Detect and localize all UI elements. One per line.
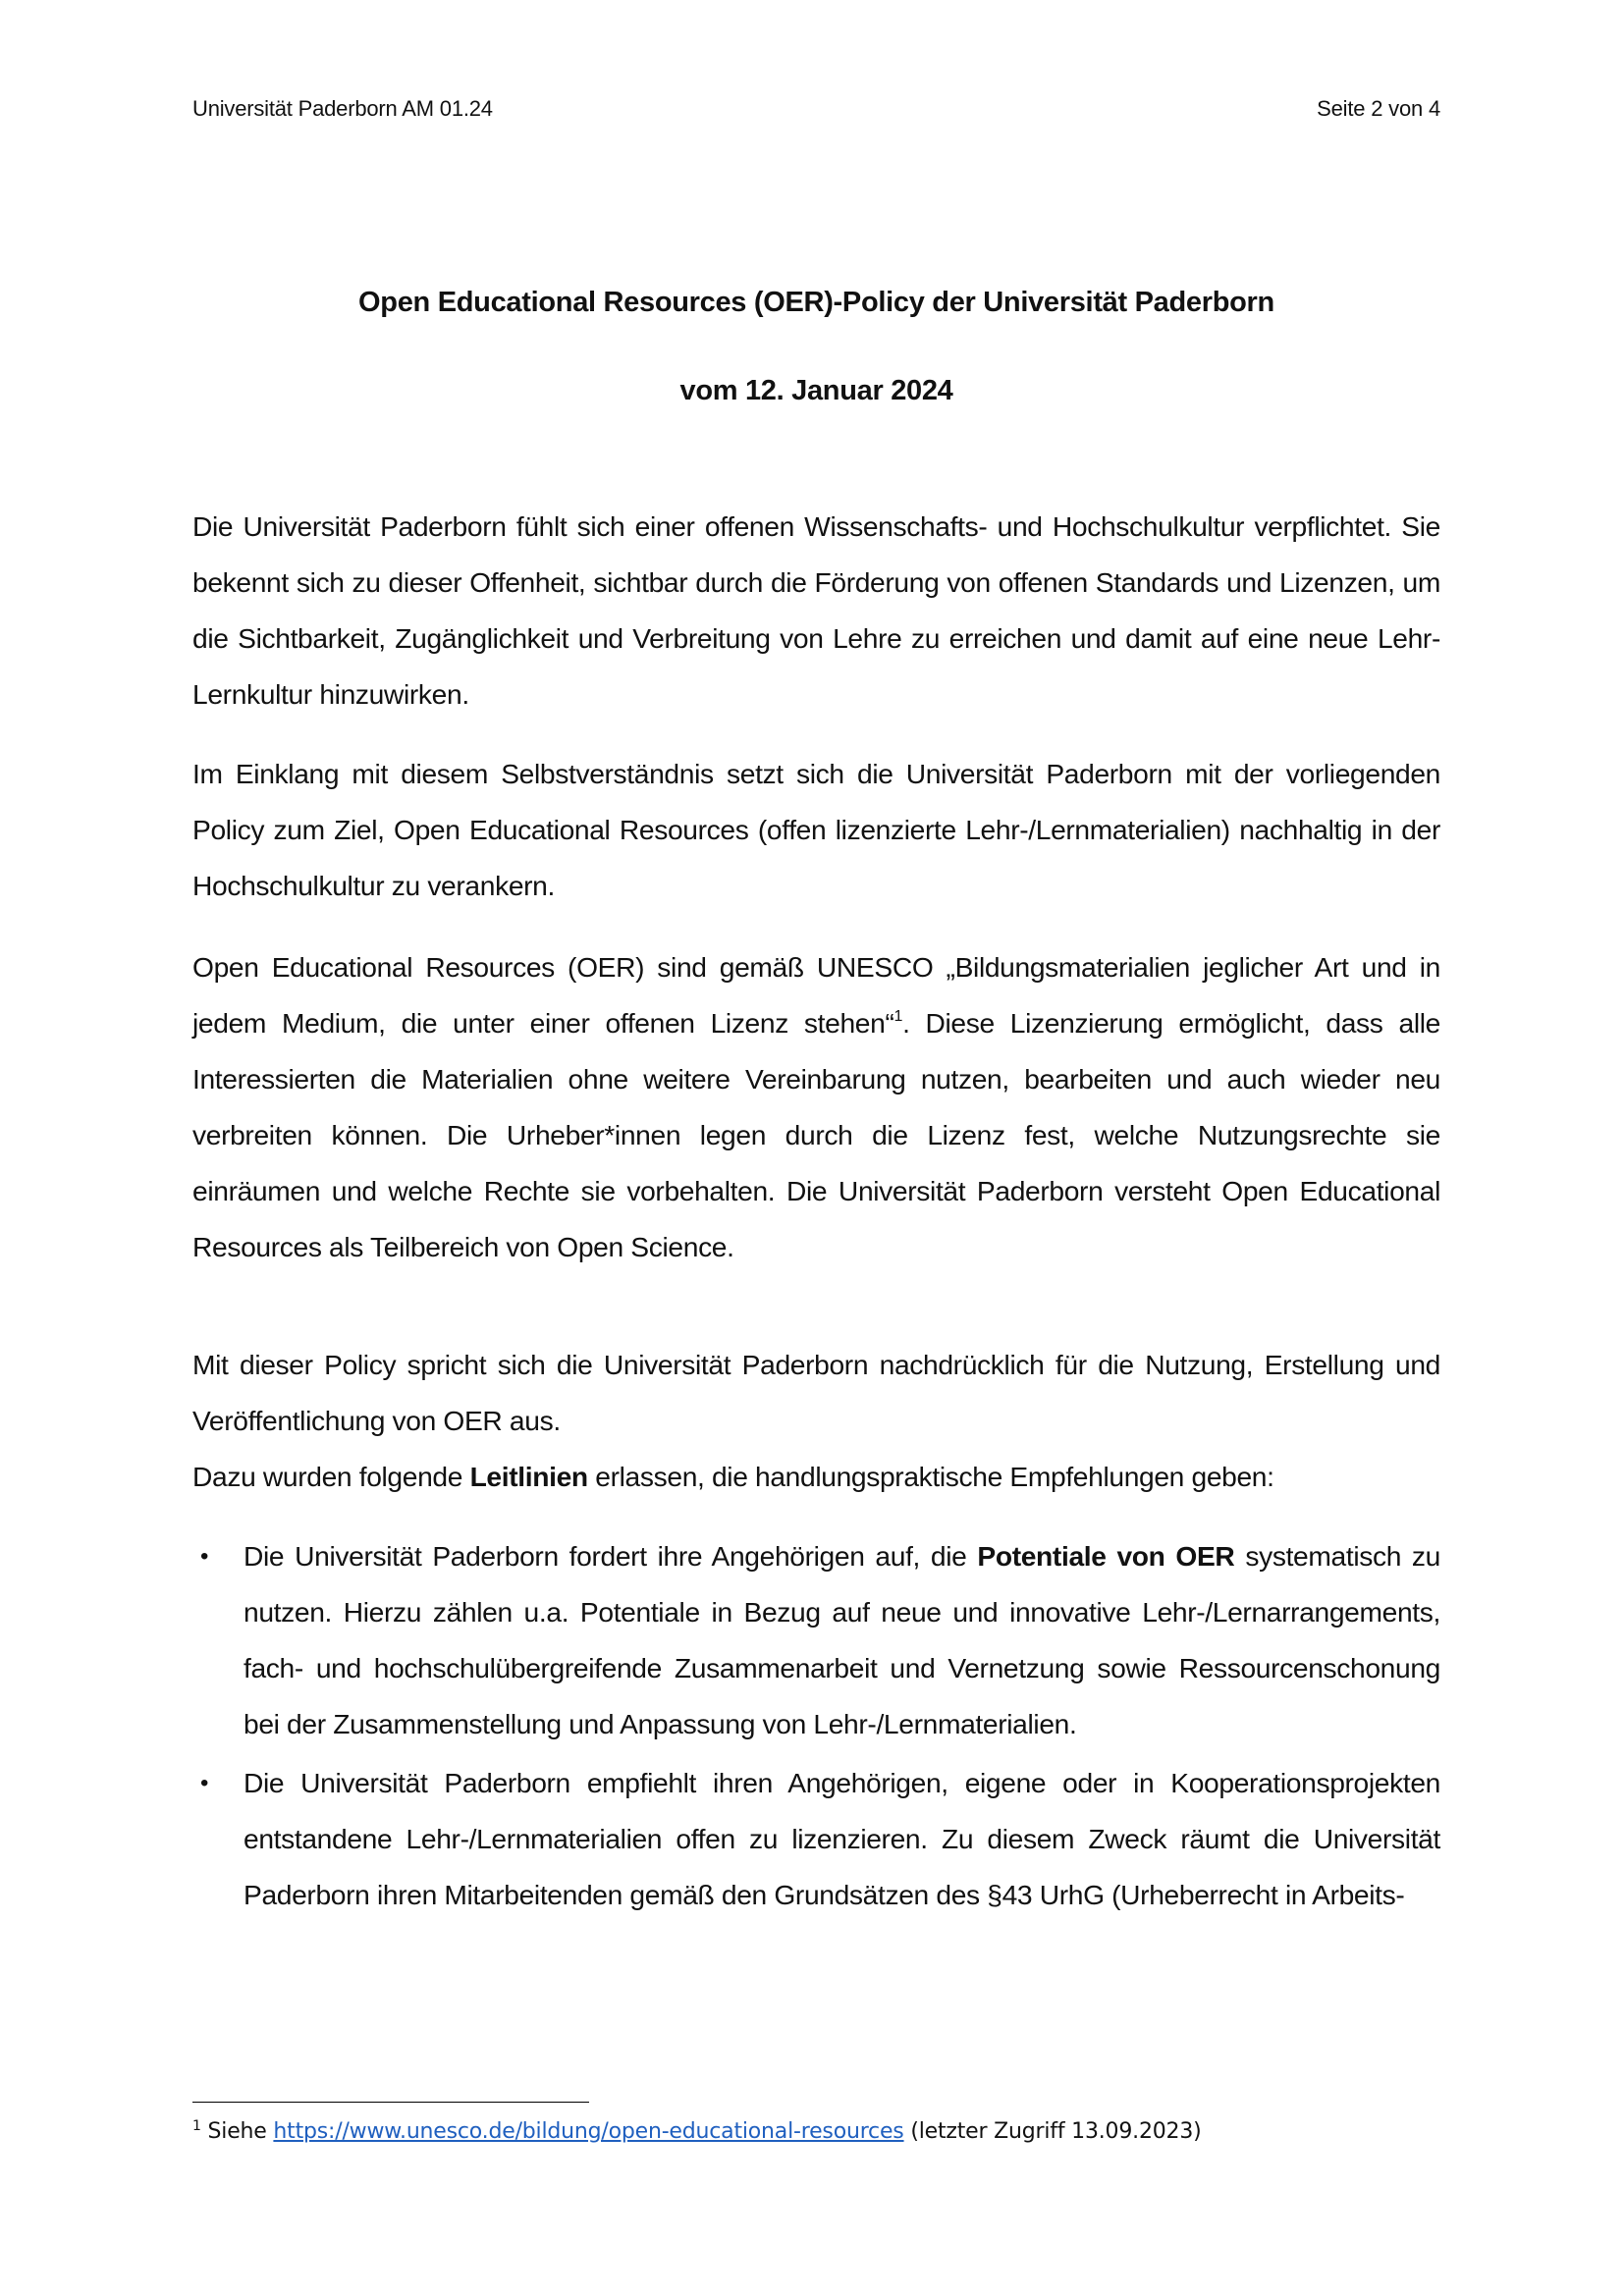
footnote-number: 1 bbox=[192, 2118, 201, 2134]
paragraph-1-text: Die Universität Paderborn fühlt sich einer offenen Wissenschafts- und Hochschulkultur verpflichtet. Sie bekennt sich zu dieser Offenheit, sichtbar durch die Förderung von offenen Standards und Lizenzen, um die Sichtbarkeit, Zugänglichkeit und Verbreitung von Lehre zu erreichen und damit auf eine neue Lehr-Lernkultur hinzuwirken. bbox=[192, 510, 1440, 710]
footnote-reference[interactable]: 1 bbox=[893, 1008, 903, 1025]
paragraph-3 bbox=[192, 939, 1440, 1275]
paragraph-3-quote: Open Educational Resources (OER) sind gemäß UNESCO „Bildungsmaterialien jeglicher Art und in jedem Medium, die unter einer offenen Lizenz stehen“ bbox=[192, 951, 1440, 1039]
paragraph-2-text: Im Einklang mit diesem Selbstverständnis setzt sich die Universität Paderborn mit der vorliegenden Policy zum Ziel, Open Educational Resources (offen lizenzierte Lehr-/Lernmaterialien) nachhaltig in der Hochschulkultur zu verankern. bbox=[192, 758, 1440, 901]
paragraph-2 bbox=[192, 746, 1440, 914]
paragraph-5-bold: Leitlinien bbox=[469, 1461, 588, 1492]
bullet-icon: • bbox=[200, 1543, 209, 1570]
paragraph-3-rest: . Diese Lizenzierung ermöglicht, dass alle Interessierten die Materialien ohne weitere Vereinbarung nutzen, bearbeiten und auch wieder neu verbreiten können. Die Urheber*innen legen durch die Lizenz fest, welche Nutzungsrechte sie einräumen und welche Rechte sie vorbehalten. Die Universität Paderborn versteht Open Educational Resources als Teilbereich von Open Science. bbox=[192, 1007, 1440, 1262]
footnote-suffix: (letzter Zugriff 13.09.2023) bbox=[903, 2119, 1202, 2144]
paragraph-5 bbox=[192, 1449, 1440, 1505]
paragraph-3-text bbox=[192, 939, 1440, 1275]
guidelines-list bbox=[192, 1528, 1440, 1926]
page-header-left: Universität Paderborn AM 01.24 bbox=[192, 96, 493, 121]
paragraph-5-text bbox=[192, 1449, 1440, 1505]
paragraph-1 bbox=[192, 499, 1440, 722]
list-item-1-tail: systematisch zu nutzen. Hierzu zählen u.a. Potentiale in Bezug auf neue und innovative Lehr-/Lernarrangements, fach- und hochschulübergreifende Zusammenarbeit und Vernetzung sowie Ressourcenschonung bei der Zusammenstellung und Anpassung von Lehr-/Lernmaterialien. bbox=[244, 1540, 1440, 1739]
bullet-icon: • bbox=[200, 1770, 209, 1796]
footnote-separator bbox=[192, 2102, 589, 2103]
list-item bbox=[192, 1755, 1440, 1923]
footnote-link[interactable]: https://www.unesco.de/bildung/open-educational-resources bbox=[273, 2119, 904, 2144]
page-header-right: Seite 2 von 4 bbox=[1317, 96, 1440, 121]
footnote-prefix: Siehe bbox=[200, 2119, 274, 2144]
list-item bbox=[192, 1528, 1440, 1752]
paragraph-5-lead: Dazu wurden folgende bbox=[192, 1461, 470, 1492]
document-date: vom 12. Januar 2024 bbox=[679, 375, 953, 406]
document-title: Open Educational Resources (OER)-Policy der Universität Paderborn bbox=[358, 287, 1274, 318]
footnote bbox=[192, 2118, 1202, 2144]
paragraph-4-text: Mit dieser Policy spricht sich die Universität Paderborn nachdrücklich für die Nutzung, Erstellung und Veröffentlichung von OER aus. bbox=[192, 1349, 1440, 1436]
paragraph-4 bbox=[192, 1337, 1440, 1449]
paragraph-5-tail: erlassen, die handlungspraktische Empfehlungen geben: bbox=[587, 1461, 1274, 1492]
list-item-2-text: Die Universität Paderborn empfiehlt ihren Angehörigen, eigene oder in Kooperationsprojekten entstandene Lehr-/Lernmaterialien offen zu lizenzieren. Zu diesem Zweck räumt die Universität Paderborn ihren Mitarbeitenden gemäß den Grundsätzen des §43 UrhG (Urheberrecht in Arbeits- bbox=[244, 1767, 1440, 1910]
list-item-1-lead: Die Universität Paderborn fordert ihre Angehörigen auf, die bbox=[244, 1540, 978, 1572]
list-item-1-bold: Potentiale von OER bbox=[977, 1540, 1235, 1572]
